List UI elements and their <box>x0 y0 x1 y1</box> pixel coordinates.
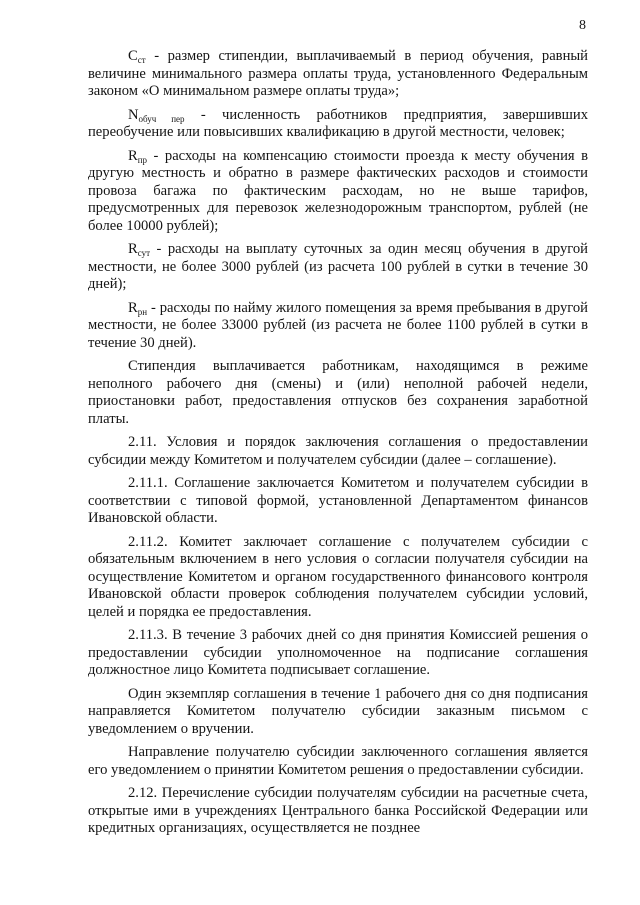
symbol: R <box>128 299 138 316</box>
symbol-subscript: сут <box>137 248 151 258</box>
paragraph-notification: Направление получателю субсидии заключенного соглашения является его уведомлением о принятии Комитетом решения о предоставлении субсидии. <box>88 744 588 778</box>
paragraph-2-11-2: 2.11.2. Комитет заключает соглашение с получателем субсидии с обязательным включением в него условия о согласии получателя субсидии на осуществление Комитетом и органом государственного финансового контроля Ивановской области проверок соблюдения получателем субсидии условий, целей и порядка ее предоставления. <box>88 533 588 620</box>
paragraph-text: - размер стипендии, выплачиваемый в период обучения, равный величине минимального размера оплаты труда, установленного Федеральным законом «О минимальном размере оплаты труда»; <box>88 48 588 99</box>
paragraph-housing-costs <box>88 300 588 353</box>
paragraph-stipend-payment: Стипендия выплачивается работникам, находящимся в режиме неполного рабочего дня (смены) и (или) неполной рабочей недели, приостановки работ, предоставления отпусков без сохранения заработной платы. <box>88 358 588 427</box>
symbol-subscript: ст <box>137 55 146 65</box>
symbol: N <box>128 106 139 123</box>
paragraph-employee-count <box>88 107 588 142</box>
paragraph-2-12: 2.12. Перечисление субсидии получателям субсидии на расчетные счета, открытые ими в учреждениях Центрального банка Российской Федерации или кредитных организациях, осуществляется не позднее <box>88 785 588 836</box>
paragraph-2-11-1: 2.11.1. Соглашение заключается Комитетом и получателем субсидии в соответствии с типовой формой, установленной Департаментом финансов Ивановской области. <box>88 475 588 526</box>
symbol: R <box>128 147 138 164</box>
symbol-subscript: рн <box>137 306 148 317</box>
symbol: С <box>128 48 138 64</box>
paragraph-2-11: 2.11. Условия и порядок заключения соглашения о предоставлении субсидии между Комитетом и получателем субсидии (далее – соглашение). <box>88 434 588 468</box>
symbol-subscript: пр <box>137 154 148 165</box>
document-body <box>88 48 588 838</box>
paragraph-text: - численность работников предприятия, завершивших переобучение или повысивших квалификацию в другой местности, человек; <box>88 106 589 140</box>
paragraph-text: - расходы на выплату суточных за один месяц обучения в другой местности, не более 3000 рублей (из расчета 100 рублей в сутки в течение 30 дней); <box>88 241 588 292</box>
paragraph-travel-costs <box>88 148 588 236</box>
symbol: R <box>128 241 138 257</box>
symbol-subscript: обуч пер <box>138 113 185 124</box>
paragraph-text: - расходы на компенсацию стоимости проезда к месту обучения в другую местность и обратно в размере фактических расходов и стоимости провоза багажа по фактическим расходам, но не выше тарифов, предусмотренных для перевозок железнодорожным транспортом, рублей (не более 10000 рублей); <box>88 147 588 234</box>
paragraph-2-11-3: 2.11.3. В течение 3 рабочих дней со дня принятия Комиссией решения о предоставлении субсидии уполномоченное на подписание соглашения должностное лицо Комитета подписывает соглашение. <box>88 627 588 678</box>
paragraph-stipend-size <box>88 48 588 101</box>
paragraph-daily-allowance <box>88 241 588 294</box>
paragraph-text: - расходы по найму жилого помещения за время пребывания в другой местности, не более 33000 рублей (из расчета не более 1100 рублей в сутки в течение 30 дней). <box>88 299 588 351</box>
page-number: 8 <box>579 18 586 33</box>
paragraph-copy-sending: Один экземпляр соглашения в течение 1 рабочего дня со дня подписания направляется Комитетом получателю субсидии заказным письмом с уведомлением о вручении. <box>88 685 588 737</box>
